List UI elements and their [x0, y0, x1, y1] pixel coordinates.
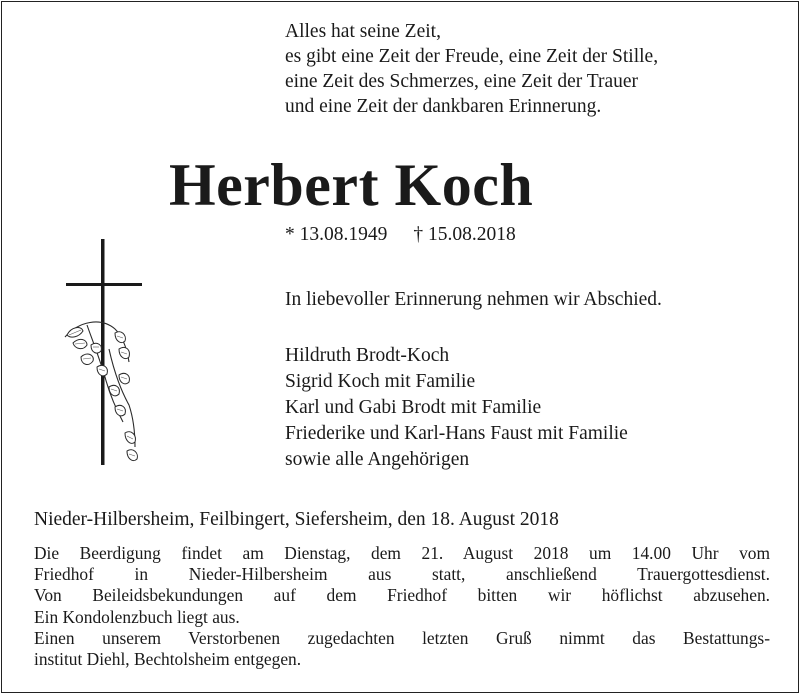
cross-with-leaves-icon: [57, 237, 157, 469]
birth-date: * 13.08.1949: [285, 224, 388, 245]
mourner: Friederike und Karl-Hans Faust mit Familie: [285, 423, 628, 444]
poem-line: und eine Zeit der dankbaren Erinnerung.: [285, 96, 602, 117]
poem-line: eine Zeit des Schmerzes, eine Zeit der Trauer: [285, 71, 639, 92]
poem-line: Alles hat seine Zeit,: [285, 21, 441, 42]
life-dates: [285, 222, 516, 247]
death-date: † 15.08.2018: [413, 224, 516, 245]
farewell-text: In liebevoller Erinnerung nehmen wir Abschied.: [285, 289, 662, 310]
poem-line: es gibt eine Zeit der Freude, eine Zeit der Stille,: [285, 46, 659, 67]
funeral-notice: [34, 543, 770, 670]
mourner: Hildruth Brodt-Koch: [285, 345, 450, 366]
deceased-name: Herbert Koch: [169, 152, 534, 218]
mourner: sowie alle Angehörigen: [285, 449, 470, 470]
notice-line: Die Beerdigung findet am Dienstag, dem 21. August 2018 um 14.00 Uhr vom: [34, 543, 770, 563]
mourner: Karl und Gabi Brodt mit Familie: [285, 397, 542, 418]
notice-line: Von Beileidsbekundungen auf dem Friedhof bitten wir höflichst abzusehen.: [34, 585, 770, 606]
notice-line: Einen unserem Verstorbenen zugedachten letzten Gruß nimmt das Bestattungs-: [34, 627, 770, 648]
poem-verse: [285, 19, 658, 119]
notice-line: Friedhof in Nieder-Hilbersheim aus statt, anschließend Trauergottesdienst.: [34, 564, 770, 585]
mourner: Sigrid Koch mit Familie: [285, 371, 476, 392]
notice-line: Ein Kondolenzbuch liegt aus.: [34, 606, 240, 627]
place-and-date: Nieder-Hilbersheim, Feilbingert, Siefersheim, den 18. August 2018: [34, 509, 559, 530]
notice-line: institut Diehl, Bechtolsheim entgegen.: [34, 649, 302, 670]
mourners-list: [285, 343, 628, 473]
obituary-notice: [1, 1, 799, 693]
